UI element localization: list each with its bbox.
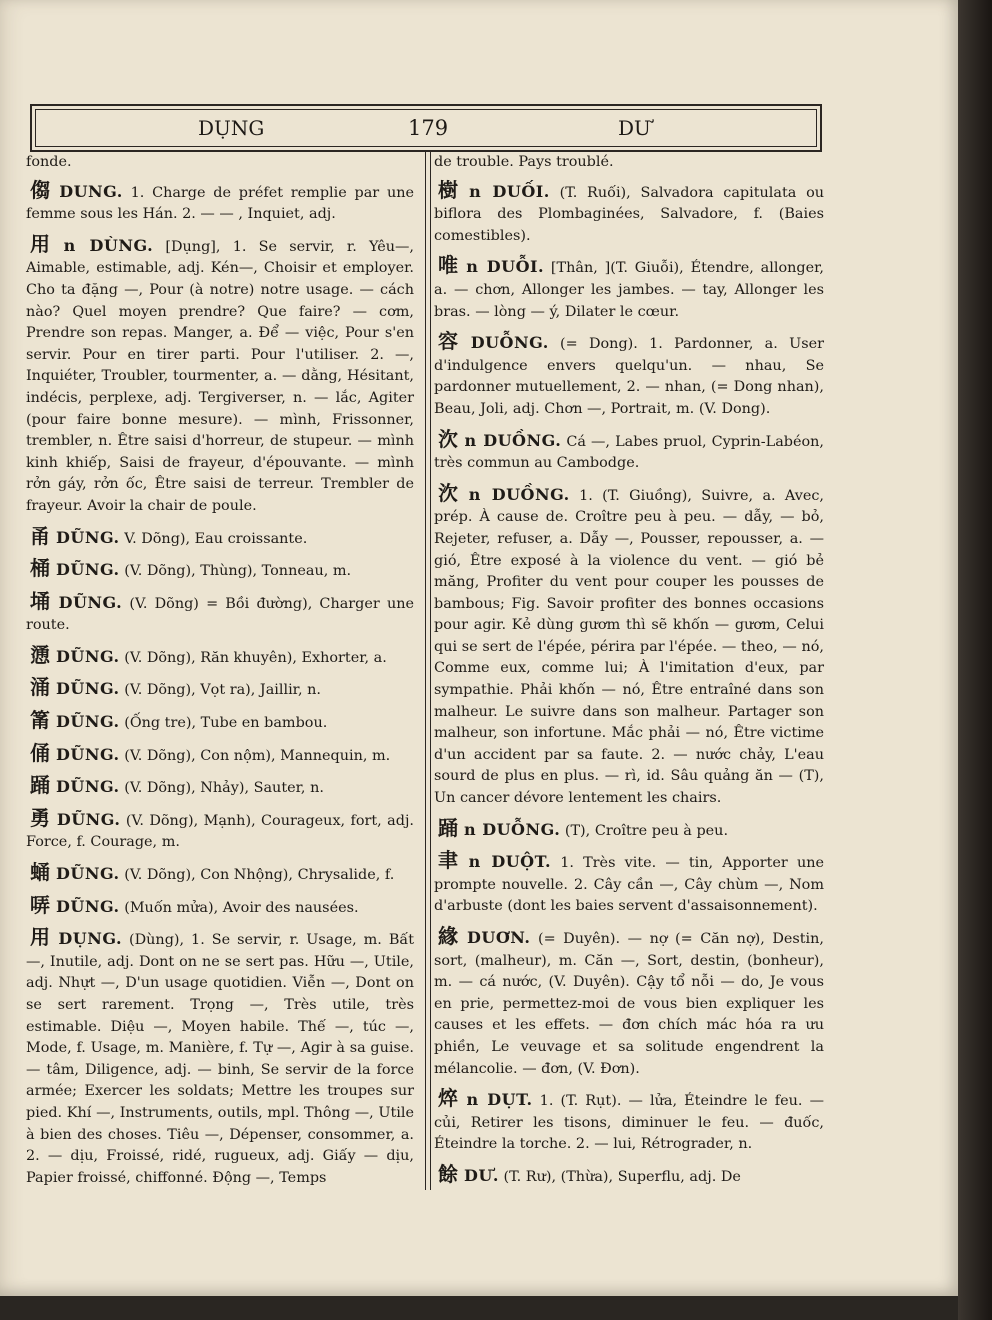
entry-headword: DŨNG. — [56, 777, 120, 797]
dictionary-entry — [26, 642, 414, 670]
entry-headword: DŨNG. — [56, 744, 120, 764]
entry-definition: 1. Charge de préfet remplie par une femme sous les Hán. 2. — — , Inquiet, adj. — [26, 184, 414, 223]
dictionary-entry — [26, 677, 414, 702]
entry-headword: DUỖNG. — [470, 333, 549, 353]
entry-character: 聿 — [438, 848, 463, 873]
dictionary-entry — [434, 815, 824, 843]
entry-headword: DŨNG. — [58, 592, 123, 612]
entry-headword: DŨNG. — [56, 560, 120, 580]
entry-definition: (V. Dõng), Con nộm), Mannequin, m. — [124, 747, 391, 764]
page-header-box — [30, 104, 822, 152]
dictionary-entry — [26, 710, 414, 735]
entry-headword: DUƠN. — [466, 928, 531, 947]
entry-definition: (V. Dõng), Thùng), Tonneau, m. — [124, 563, 352, 580]
entry-character: 緣 — [438, 924, 461, 948]
entry-definition: (T. Ruối), Salvadora capitulata ou biflora des Plombaginées, Salvadore, f. (Baies comestibles). — [434, 184, 825, 244]
entry-character: 焠 — [438, 1086, 461, 1111]
entry-headword: DUNG. — [59, 181, 123, 201]
dictionary-entry — [434, 1088, 824, 1156]
left-column — [26, 152, 414, 1197]
entry-definition: (V. Dõng), Con Nhộng), Chrysalide, f. — [124, 867, 395, 884]
entry-definition: [Dụng], 1. Se servir, r. Yêu—, Aimable, estimable, adj. Kén—, Choisir et employer. Cho ta đặng —, Pour (à notre) notre usage. — cách nào? Quel moyen prendre? Que faire? — cơm, Prendre son repas. Manger, a. Để — việc, Pour s'en servir. Pour en tirer parti. Pour l'utiliser. 2. —, Inquiéter, Troubler, tourmenter, a. — dằng, Hésitant, indécis, perplexe, adj. Tergiverser, n. — lắc, Agiter (pour faire bonne mesure). — mình, Frissonner, trembler, n. Être saisi d'horreur, de stupeur. — mình kinh khiếp, Saisi de frayeur, d'épouvante. — mình rởn gáy, rởn ốc, Être saisi de terreur. Trembler de frayeur. Avoir la chair de poule. — [26, 238, 415, 514]
entry-character: 唯 — [438, 253, 461, 278]
entry-character: 㳄 — [438, 480, 463, 505]
entry-definition: Cá —, Labes pruol, Cyprin-Labéon, très commun au Cambodge. — [434, 433, 825, 472]
entry-character: 㑳 — [30, 177, 54, 202]
dictionary-entry — [26, 775, 414, 800]
dictionary-entry — [26, 862, 414, 887]
dictionary-entry — [434, 850, 824, 918]
entry-headword: DŨNG. — [56, 527, 120, 547]
entry-headword: DŨNG. — [56, 809, 121, 829]
entry-character: 用 — [30, 925, 53, 950]
entry-definition: (V. Dõng), Mạnh), Courageux, fort, adj. Force, f. Courage, m. — [26, 812, 414, 851]
entry-headword: DỤNG. — [58, 929, 123, 949]
dictionary-entry — [26, 740, 414, 768]
entry-character: 餘 — [438, 1161, 458, 1186]
entry-character: 甬 — [30, 523, 50, 548]
entry-definition: fonde. — [26, 154, 72, 170]
entry-character: 容 — [438, 329, 465, 354]
entry-character: 筩 — [30, 708, 50, 733]
entry-headword: DƯ. — [464, 1165, 499, 1185]
entry-headword: DŨNG. — [56, 896, 120, 916]
entry-character: 俑 — [30, 740, 50, 765]
entry-definition: 1. (T. Giuồng), Suivre, a. Avec, prép. À cause de. Croître peu à peu. — dẫy, — bỏ, Rejeter, refuser, a. Dẫy —, Pousser, repousser, a. — gió, Être exposé à la violence du vent. — gió bẻ măng, Profiter du vent pour couper les pousses de bambous; Fig. Savoir profiter des bonnes occasions pour agir. Kẻ dùng gươm thì sẽ khốn — gươm, Celui qui se sert de l'épée, périra par l'épée. — theo, — nó, Comme eux, comme lui; À l'imitation d'eux, par sympathie. Phải khốn — nó, Être entraîné dans son malheur. Le suivre dans son malheur. Partager son malheur, son infortune. Mắc phải — nó, Être victime d'un accident par sa faute. 2. — nước chảy, L'eau sourd de plus en plus. — rì, id. Sâu quảng ăn — (T), Un cancer dévore lentement les chairs. — [434, 487, 825, 807]
entry-headword: n DUỖI. — [466, 257, 545, 277]
entry-character: 桶 — [30, 556, 50, 581]
entry-headword: n DUỘT. — [468, 852, 552, 872]
entry-definition: de trouble. Pays troublé. — [434, 154, 614, 170]
entry-headword: n DỤT. — [466, 1090, 533, 1110]
entry-headword: n DUỒNG. — [468, 484, 570, 504]
column-divider — [425, 150, 431, 1190]
entry-character: 㳄 — [438, 426, 459, 451]
entry-definition: (Ống tre), Tube en bambou. — [124, 715, 328, 732]
dictionary-entry — [434, 926, 824, 1080]
dictionary-entry — [434, 331, 824, 420]
page-number: 179 — [408, 116, 449, 140]
entry-character: 蛹 — [30, 860, 50, 885]
dictionary-entry — [26, 177, 414, 226]
entry-definition: 1. (T. Rụt). — lửa, Éteindre le feu. — củi, Retirer les tisons, diminuer le feu. — đuốc, Éteindre la torche. 2. — lui, Rétrograder, n. — [434, 1093, 824, 1153]
entry-definition: [Thân, ](T. Giuỗi), Étendre, allonger, a. — chơn, Allonger les jambes. — tay, Allonger les bras. — lòng — ý, Dilater le cœur. — [434, 260, 824, 320]
dictionary-entry — [434, 426, 825, 475]
entry-character: 用 — [30, 231, 58, 256]
entry-definition: (T), Croître peu à peu. — [564, 822, 729, 839]
dictionary-entry — [434, 1161, 824, 1189]
dictionary-entry — [26, 152, 414, 174]
header-right-word: DƯ — [618, 116, 651, 140]
entry-character: 哢 — [30, 892, 50, 917]
entry-definition: (Dùng), 1. Se servir, r. Usage, m. Bất —, Inutile, adj. Dont on ne se sert pas. Hữu —, Utile, adj. Nhựt —, D'un usage quotidien. Viễn —, Dont on se sert rarement. Trọng —, Très utile, très estimable. Diệu —, Moyen habile. Thế —, túc —, Mode, f. Usage, m. Manière, f. Tự —, Agir à sa guise. — tâm, Diligence, adj. — binh, Se servir de la force armée; Exercer les soldats; Mettre les troupes sur pied. Khí —, Instruments, outils, mpl. Thông —, Utile à bien des choses. Tiêu —, Dépenser, consommer, a. 2. — dịu, Froissé, ridé, rugueux, adj. Giấy — dịu, Papier froissé, chiffonné. Động —, Temps — [26, 932, 415, 1186]
entry-definition: 1. Très vite. — tin, Apporter une prompte nouvelle. 2. Cây cần —, Cây chùm —, Nom d'arbuste (dont les baies servent d'assaisonnement). — [434, 855, 825, 915]
dictionary-entry — [26, 805, 414, 854]
dictionary-entry — [26, 523, 414, 551]
entry-definition: V. Dõng), Eau croissante. — [124, 530, 308, 547]
header-left-word: DỤNG — [198, 116, 265, 140]
dictionary-entry — [434, 177, 825, 248]
entry-character: 踊 — [30, 773, 50, 798]
dictionary-entry — [26, 231, 415, 518]
entry-headword: n DUỐI. — [469, 181, 550, 201]
dictionary-entry — [26, 927, 414, 1189]
entry-character: 勇 — [30, 805, 51, 830]
entry-definition: (V. Dõng), Nhảy), Sauter, n. — [124, 780, 324, 797]
dictionary-entry — [434, 255, 824, 323]
entry-definition: (V. Dõng), Răn khuyên), Exhorter, a. — [124, 649, 387, 666]
entry-headword: DŨNG. — [56, 679, 120, 699]
right-column — [434, 152, 824, 1197]
entry-headword: DŨNG. — [56, 646, 120, 666]
entry-headword: n DUỒNG. — [464, 430, 562, 450]
entry-headword: n DÙNG. — [63, 235, 154, 255]
dictionary-entry — [434, 152, 824, 174]
entry-character: 樹 — [438, 177, 464, 202]
entry-headword: n DUỖNG. — [464, 819, 561, 839]
entry-definition: (= Duyên). — nợ (= Căn nợ), Destin, sort, (malheur), m. Căn —, Sort, destin, (bonheur), m. — cá nước, (V. Duyên). Cậy tổ nỗi — do, Je vous en prie, permettez-moi de vous bien expliquer les causes et les effets. — đơn chích mác hóa ra ưu phiền, Le veuvage et sa solitude engendrent la mélancolie. — đơn, (V. Đơn). — [434, 931, 825, 1077]
entry-definition: (T. Rư), (Thừa), Superflu, adj. De — [503, 1168, 741, 1185]
entry-headword: DŨNG. — [56, 712, 120, 732]
entry-character: 涌 — [30, 675, 50, 700]
book-spine-edge — [958, 0, 992, 1320]
dictionary-entry — [26, 892, 414, 920]
entry-definition: (= Dong). 1. Pardonner, a. User d'indulgence envers quelqu'un. — nhau, Se pardonner mutuellement, 2. — nhan, (= Dong nhan), Beau, Joli, adj. Chơn —, Portrait, m. (V. Dong). — [434, 336, 825, 417]
entry-definition: (V. Dõng) = Bồi đường), Charger une route. — [26, 595, 414, 634]
dictionary-entry — [26, 558, 414, 583]
entry-headword: DŨNG. — [56, 864, 120, 884]
entry-character: 慂 — [30, 642, 50, 667]
entry-definition: (Muốn mửa), Avoir des nausées. — [124, 899, 359, 916]
entry-definition: (V. Dõng), Vọt ra), Jaillir, n. — [124, 682, 321, 699]
entry-character: 踊 — [438, 815, 458, 840]
dictionary-entry — [26, 588, 414, 637]
entry-character: 埇 — [30, 588, 53, 613]
dictionary-entry — [434, 480, 825, 810]
